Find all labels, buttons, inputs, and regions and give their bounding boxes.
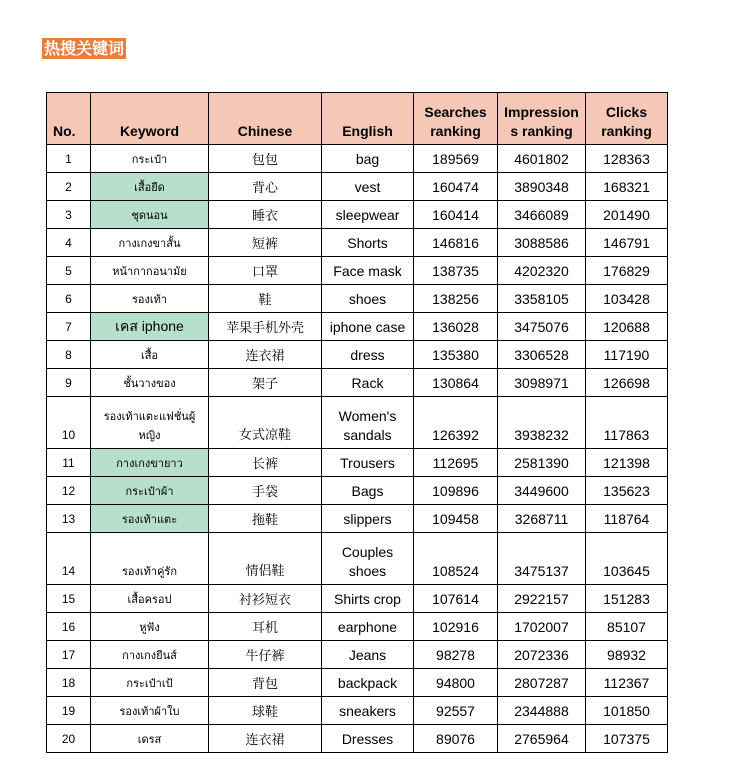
- clicks-cell: 98932: [586, 641, 668, 669]
- row-no: 19: [47, 697, 91, 725]
- keyword-cell: กระเป๋าผ้า: [91, 477, 209, 505]
- row-no: 14: [47, 533, 91, 585]
- keyword-cell: เสื้อครอป: [91, 585, 209, 613]
- searches-cell: 94800: [414, 669, 498, 697]
- clicks-cell: 117863: [586, 397, 668, 449]
- keyword-cell: รองเท้า: [91, 285, 209, 313]
- chinese-cell: 情侣鞋: [209, 533, 322, 585]
- clicks-cell: 121398: [586, 449, 668, 477]
- row-no: 20: [47, 725, 91, 753]
- english-cell: Shirts crop: [322, 585, 414, 613]
- impression-cell: 2581390: [498, 449, 586, 477]
- impression-cell: 3466089: [498, 201, 586, 229]
- english-cell: shoes: [322, 285, 414, 313]
- header-english: English: [322, 93, 414, 145]
- searches-cell: 107614: [414, 585, 498, 613]
- clicks-cell: 176829: [586, 257, 668, 285]
- keyword-cell: รองเท้าผ้าใบ: [91, 697, 209, 725]
- impression-cell: 4202320: [498, 257, 586, 285]
- table-row: [47, 725, 668, 753]
- row-no: 2: [47, 173, 91, 201]
- table-row: [47, 145, 668, 173]
- header-searches-line2: ranking: [430, 123, 481, 139]
- keyword-cell: ชั้นวางของ: [91, 369, 209, 397]
- table-row: [47, 341, 668, 369]
- impression-cell: 3306528: [498, 341, 586, 369]
- searches-cell: 189569: [414, 145, 498, 173]
- clicks-cell: 135623: [586, 477, 668, 505]
- searches-cell: 160414: [414, 201, 498, 229]
- english-cell-line: shoes: [348, 563, 387, 579]
- english-cell: dress: [322, 341, 414, 369]
- english-cell: Jeans: [322, 641, 414, 669]
- clicks-cell: 201490: [586, 201, 668, 229]
- table-row: [47, 669, 668, 697]
- chinese-cell: 架子: [209, 369, 322, 397]
- row-no: 6: [47, 285, 91, 313]
- table-body: [47, 145, 668, 753]
- page-title: 热搜关键词: [44, 39, 125, 58]
- chinese-cell: 苹果手机外壳: [209, 313, 322, 341]
- header-chinese: Chinese: [209, 93, 322, 145]
- table-row: [47, 229, 668, 257]
- keyword-cell-line: รองเท้าแตะแฟชั่นผู้: [103, 410, 196, 423]
- chinese-cell: 女式凉鞋: [209, 397, 322, 449]
- keyword-cell: หน้ากากอนามัย: [91, 257, 209, 285]
- chinese-cell: 鞋: [209, 285, 322, 313]
- header-clicks-line1: Clicks: [605, 104, 648, 120]
- searches-cell: 160474: [414, 173, 498, 201]
- impression-cell: 3088586: [498, 229, 586, 257]
- header-clicks: [586, 93, 668, 145]
- table-row: [47, 505, 668, 533]
- impression-cell: 2072336: [498, 641, 586, 669]
- keyword-cell: รองเท้าแตะ: [91, 505, 209, 533]
- row-no: 4: [47, 229, 91, 257]
- searches-cell: 112695: [414, 449, 498, 477]
- header-impression-line1: Impression: [504, 104, 579, 120]
- keyword-cell: ชุดนอน: [91, 201, 209, 229]
- chinese-cell: 口罩: [209, 257, 322, 285]
- english-cell: slippers: [322, 505, 414, 533]
- english-cell-line: Couples: [341, 544, 394, 560]
- clicks-cell: 103428: [586, 285, 668, 313]
- impression-cell: 3098971: [498, 369, 586, 397]
- row-no: 5: [47, 257, 91, 285]
- chinese-cell: 短裤: [209, 229, 322, 257]
- searches-cell: 138256: [414, 285, 498, 313]
- keyword-cell: เสื้อยืด: [91, 173, 209, 201]
- table-row: [47, 477, 668, 505]
- header-impression-line2: s ranking: [510, 123, 573, 139]
- table-row: [47, 641, 668, 669]
- english-cell: Rack: [322, 369, 414, 397]
- chinese-cell: 拖鞋: [209, 505, 322, 533]
- impression-cell: 3268711: [498, 505, 586, 533]
- impression-cell: 2344888: [498, 697, 586, 725]
- table-row: [47, 533, 668, 585]
- english-cell-line: Women's: [338, 408, 397, 424]
- searches-cell: 92557: [414, 697, 498, 725]
- clicks-cell: 107375: [586, 725, 668, 753]
- table-row: [47, 173, 668, 201]
- keyword-cell: กางเกงขายาว: [91, 449, 209, 477]
- table-row: [47, 257, 668, 285]
- keyword-cell: เคส iphone: [91, 313, 209, 341]
- chinese-cell: 背心: [209, 173, 322, 201]
- chinese-cell: 长裤: [209, 449, 322, 477]
- english-cell: Shorts: [322, 229, 414, 257]
- row-no: 8: [47, 341, 91, 369]
- chinese-cell: 背包: [209, 669, 322, 697]
- table-row: [47, 369, 668, 397]
- english-cell: Face mask: [322, 257, 414, 285]
- english-cell: bag: [322, 145, 414, 173]
- row-no: 15: [47, 585, 91, 613]
- searches-cell: 146816: [414, 229, 498, 257]
- chinese-cell: 球鞋: [209, 697, 322, 725]
- searches-cell: 108524: [414, 533, 498, 585]
- clicks-cell: 85107: [586, 613, 668, 641]
- searches-cell: 135380: [414, 341, 498, 369]
- keyword-cell: กระเป๋า: [91, 145, 209, 173]
- impression-cell: 3475076: [498, 313, 586, 341]
- searches-cell: 109896: [414, 477, 498, 505]
- clicks-cell: 118764: [586, 505, 668, 533]
- keyword-cell: กระเป๋าเป้: [91, 669, 209, 697]
- clicks-cell: 101850: [586, 697, 668, 725]
- clicks-cell: 128363: [586, 145, 668, 173]
- keyword-cell: หูฟัง: [91, 613, 209, 641]
- clicks-cell: 146791: [586, 229, 668, 257]
- row-no: 17: [47, 641, 91, 669]
- english-cell-line: sandals: [343, 427, 392, 443]
- english-cell: Bags: [322, 477, 414, 505]
- english-cell: backpack: [322, 669, 414, 697]
- impression-cell: 4601802: [498, 145, 586, 173]
- chinese-cell: 连衣裙: [209, 725, 322, 753]
- row-no: 10: [47, 397, 91, 449]
- table-row: [47, 201, 668, 229]
- searches-cell: 130864: [414, 369, 498, 397]
- table-row: [47, 449, 668, 477]
- header-impression: [498, 93, 586, 145]
- chinese-cell: 衬衫短衣: [209, 585, 322, 613]
- keyword-cell: รองเท้าคู่รัก: [91, 533, 209, 585]
- header-no: No.: [47, 93, 91, 145]
- row-no: 3: [47, 201, 91, 229]
- header-searches: [414, 93, 498, 145]
- header-searches-line1: Searches: [424, 104, 487, 120]
- impression-cell: 2807287: [498, 669, 586, 697]
- chinese-cell: 包包: [209, 145, 322, 173]
- searches-cell: 109458: [414, 505, 498, 533]
- english-cell: [322, 533, 414, 585]
- english-cell: Trousers: [322, 449, 414, 477]
- header-clicks-line2: ranking: [601, 123, 652, 139]
- impression-cell: 2765964: [498, 725, 586, 753]
- table-row: [47, 313, 668, 341]
- keyword-cell: เสื้อ: [91, 341, 209, 369]
- searches-cell: 126392: [414, 397, 498, 449]
- row-no: 9: [47, 369, 91, 397]
- row-no: 11: [47, 449, 91, 477]
- header-keyword: Keyword: [91, 93, 209, 145]
- row-no: 16: [47, 613, 91, 641]
- english-cell: [322, 397, 414, 449]
- table-row: [47, 397, 668, 449]
- keyword-table: [46, 92, 668, 753]
- english-cell: vest: [322, 173, 414, 201]
- clicks-cell: 151283: [586, 585, 668, 613]
- impression-cell: 3890348: [498, 173, 586, 201]
- english-cell: iphone case: [322, 313, 414, 341]
- header-row: [47, 93, 668, 145]
- keyword-cell-line: หญิง: [138, 429, 161, 442]
- chinese-cell: 手袋: [209, 477, 322, 505]
- keyword-cell: เดรส: [91, 725, 209, 753]
- keyword-cell: [91, 397, 209, 449]
- impression-cell: 1702007: [498, 613, 586, 641]
- clicks-cell: 112367: [586, 669, 668, 697]
- english-cell: earphone: [322, 613, 414, 641]
- clicks-cell: 120688: [586, 313, 668, 341]
- row-no: 7: [47, 313, 91, 341]
- keyword-cell: กางเกงขาสั้น: [91, 229, 209, 257]
- table-row: [47, 585, 668, 613]
- row-no: 12: [47, 477, 91, 505]
- searches-cell: 98278: [414, 641, 498, 669]
- clicks-cell: 117190: [586, 341, 668, 369]
- impression-cell: 3475137: [498, 533, 586, 585]
- english-cell: Dresses: [322, 725, 414, 753]
- chinese-cell: 连衣裙: [209, 341, 322, 369]
- impression-cell: 2922157: [498, 585, 586, 613]
- impression-cell: 3358105: [498, 285, 586, 313]
- english-cell: sleepwear: [322, 201, 414, 229]
- english-cell: sneakers: [322, 697, 414, 725]
- keyword-cell: กางเกงยีนส์: [91, 641, 209, 669]
- chinese-cell: 睡衣: [209, 201, 322, 229]
- searches-cell: 102916: [414, 613, 498, 641]
- clicks-cell: 103645: [586, 533, 668, 585]
- row-no: 13: [47, 505, 91, 533]
- row-no: 18: [47, 669, 91, 697]
- chinese-cell: 牛仔裤: [209, 641, 322, 669]
- table-row: [47, 285, 668, 313]
- clicks-cell: 168321: [586, 173, 668, 201]
- table-row: [47, 613, 668, 641]
- searches-cell: 138735: [414, 257, 498, 285]
- impression-cell: 3449600: [498, 477, 586, 505]
- clicks-cell: 126698: [586, 369, 668, 397]
- impression-cell: 3938232: [498, 397, 586, 449]
- chinese-cell: 耳机: [209, 613, 322, 641]
- row-no: 1: [47, 145, 91, 173]
- searches-cell: 136028: [414, 313, 498, 341]
- table-row: [47, 697, 668, 725]
- searches-cell: 89076: [414, 725, 498, 753]
